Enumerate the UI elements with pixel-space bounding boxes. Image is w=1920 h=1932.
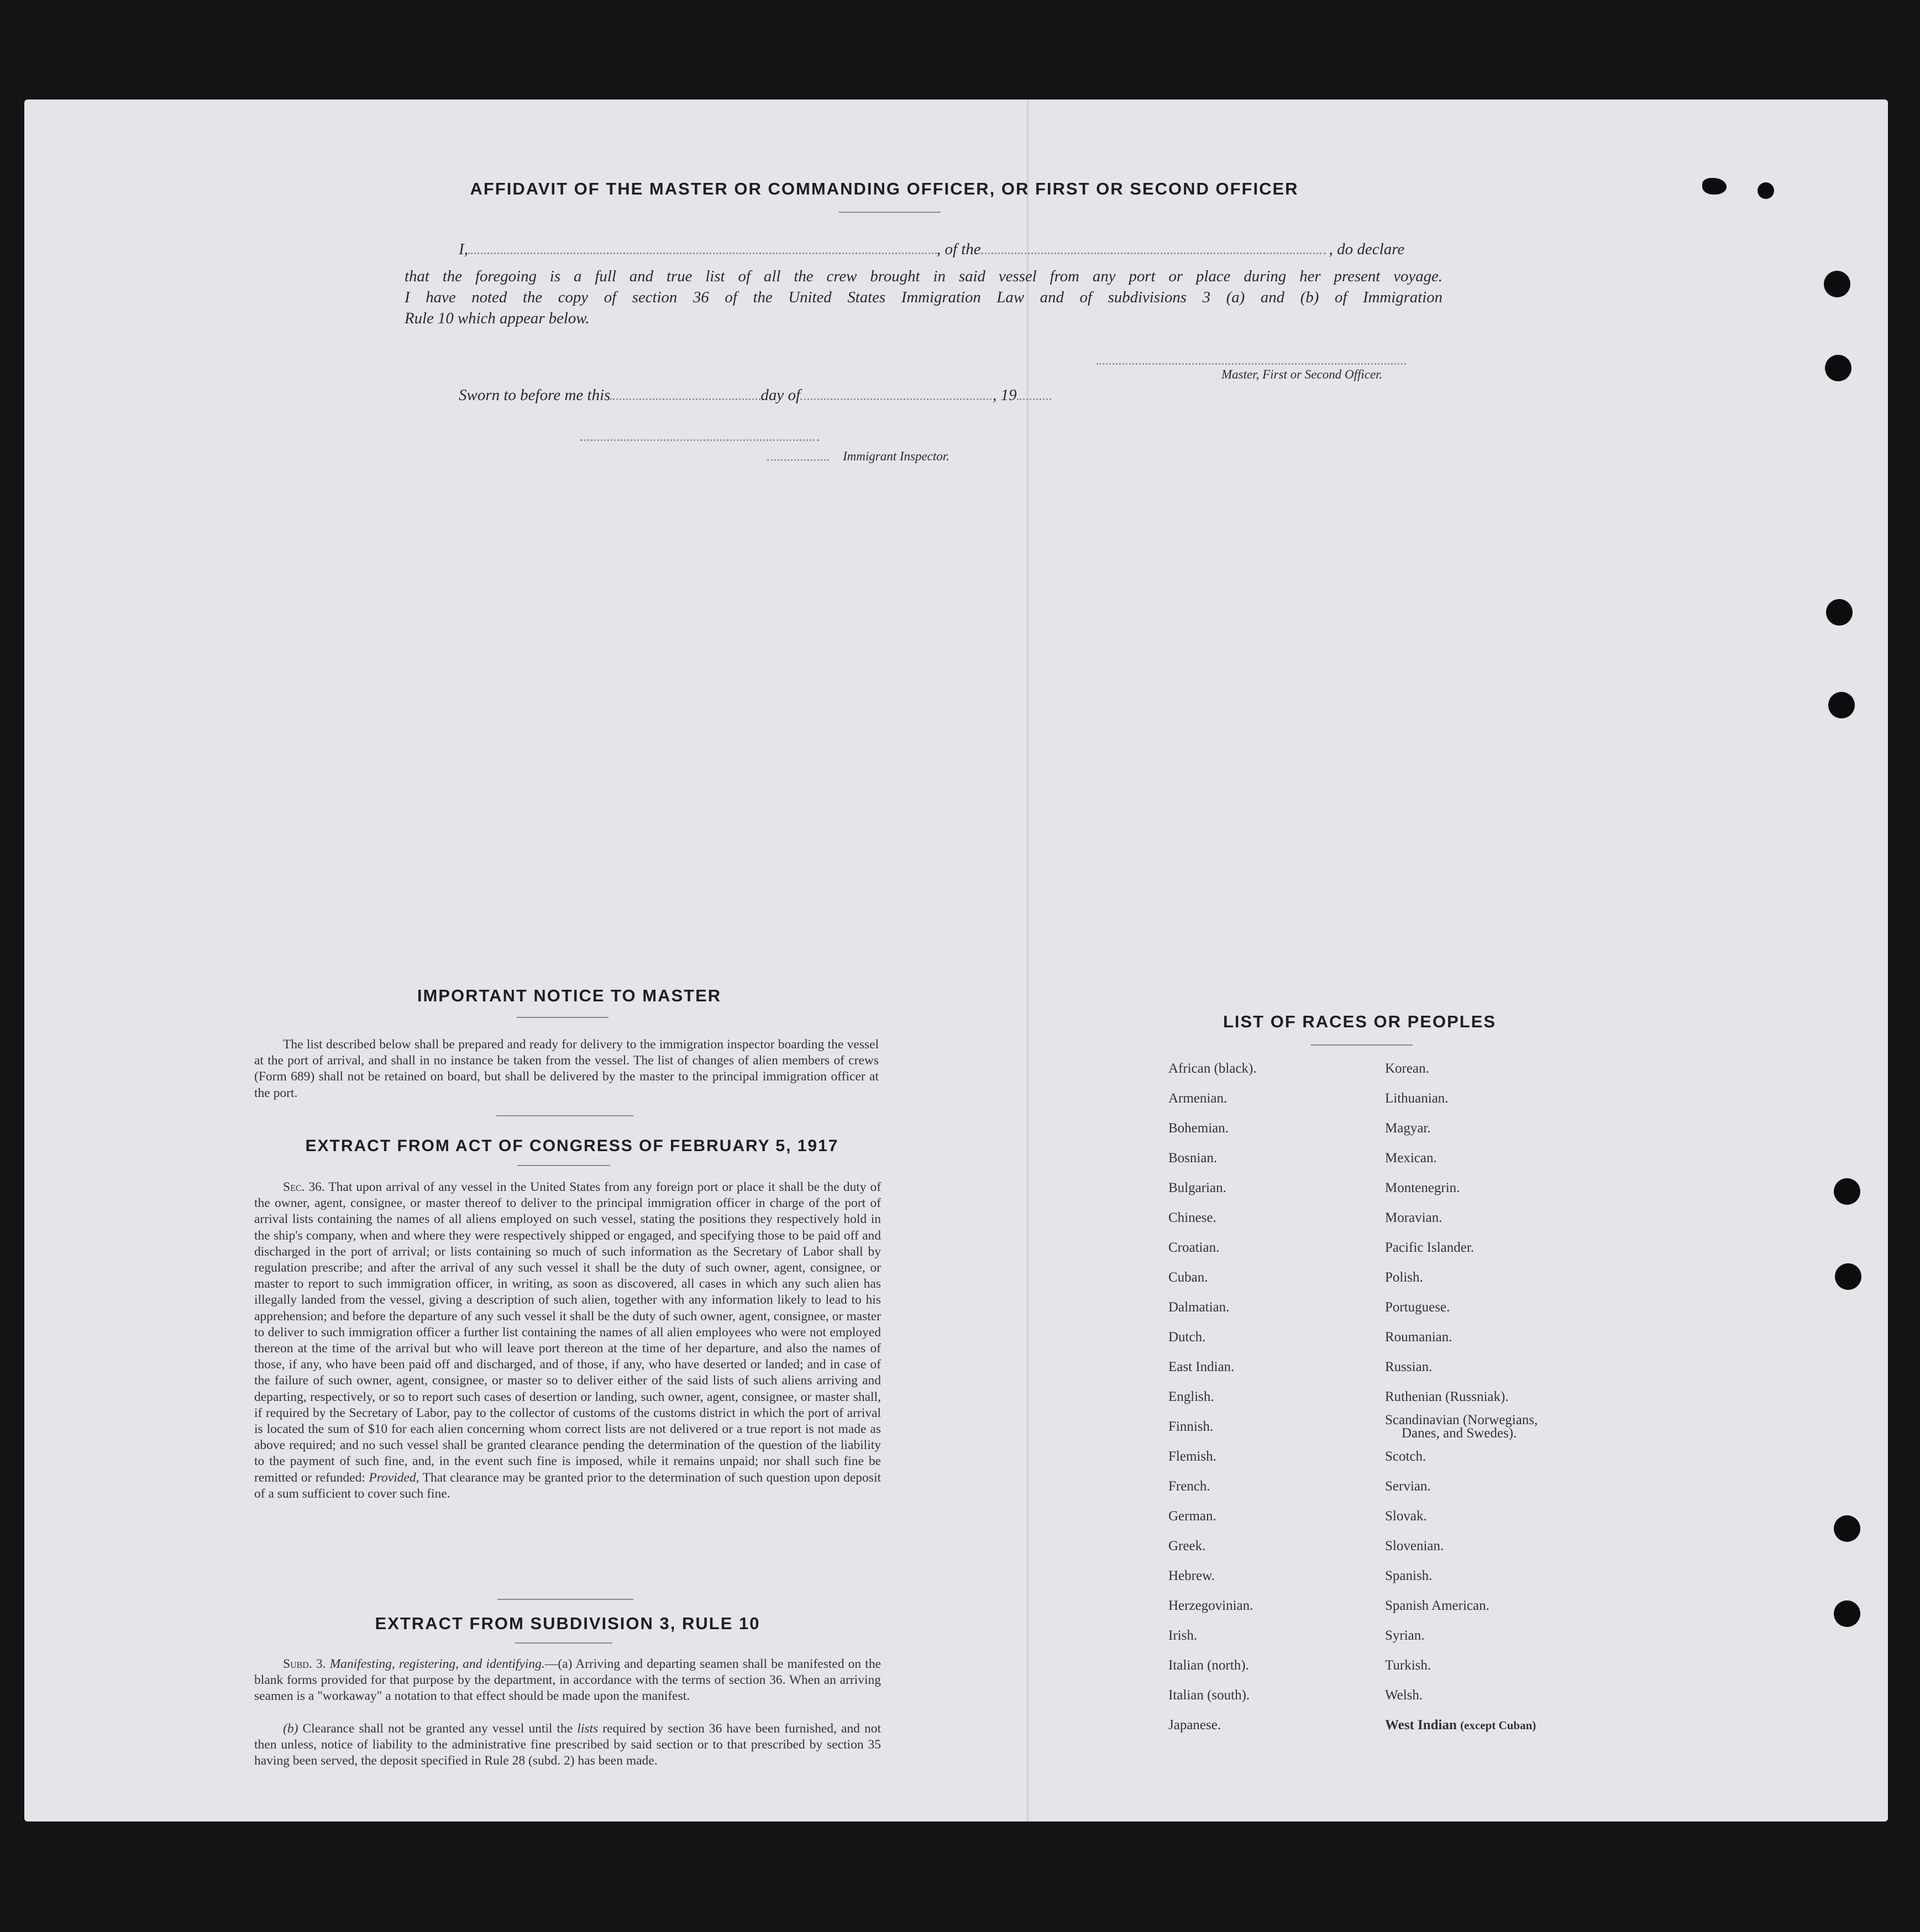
race-item: Welsh. [1385, 1688, 1423, 1703]
sec-label: Sec. 36. [283, 1180, 325, 1194]
race-item: Greek. [1168, 1539, 1206, 1553]
act-body-end: That clearance may be granted prior to the determination of such question upon deposit of a sum sufficient to cover such fine. [254, 1470, 882, 1501]
race-item: Hebrew. [1168, 1568, 1215, 1583]
affidavit-line-4: Rule 10 which appear below. [405, 309, 590, 327]
races-title: LIST OF RACES OR PEOPLES [1223, 1012, 1497, 1031]
affidavit-title: AFFIDAVIT OF THE MASTER OR COMMANDING OFFICER, OR FIRST OR SECOND OFFICER [470, 179, 1299, 198]
binder-hole [1825, 355, 1851, 381]
race-item: Portuguese. [1385, 1300, 1450, 1315]
race-item: Turkish. [1385, 1658, 1431, 1673]
race-item: Scandinavian (Norwegians, [1385, 1413, 1538, 1427]
race-item: Polish. [1385, 1270, 1423, 1285]
race-item: Chinese. [1168, 1210, 1216, 1225]
race-item: Flemish. [1168, 1449, 1216, 1464]
race-item: West Indian [1385, 1718, 1457, 1733]
subd-b-label: (b) [283, 1721, 298, 1736]
affidavit-line-1 [459, 240, 1442, 259]
subdivision-title-rule [515, 1642, 612, 1644]
race-item: Armenian. [1168, 1091, 1227, 1106]
race-item: Spanish. [1385, 1568, 1433, 1583]
affidavit-i: I, [459, 240, 468, 258]
race-item: Italian (north). [1168, 1658, 1249, 1673]
act-end-rule [497, 1599, 633, 1600]
notice-title-rule [517, 1017, 608, 1018]
sworn-year: , 19 [993, 386, 1017, 404]
subd-b-text-1: Clearance shall not be granted any vessel until the [302, 1721, 573, 1736]
name-blank[interactable] [468, 252, 937, 254]
race-item: Pacific Islander. [1385, 1240, 1475, 1255]
race-item: Mexican. [1385, 1151, 1437, 1166]
race-item: Slovenian. [1385, 1539, 1444, 1553]
affidavit-line-3: I have noted the copy of section 36 of the United States Immigration Law and of subdivisions 3 (a) and (b) of Immigration [405, 288, 1442, 306]
act-text [254, 1179, 881, 1502]
race-item-west-indian [1385, 1718, 1536, 1733]
subd-b-text-2: required by section 36 have been furnished, and not then unless, notice of liability to the administrative fine prescribed by said section or to that prescribed by section 35 having been served, the deposit specified in Rule 28 (subd. 2) has been made. [254, 1721, 882, 1768]
act-title: EXTRACT FROM ACT OF CONGRESS OF FEBRUARY 5, 1917 [305, 1137, 839, 1155]
subdivision-b [254, 1721, 881, 1770]
signature-label: Master, First or Second Officer. [1221, 368, 1383, 381]
inspector-signature-blank[interactable] [580, 439, 819, 441]
race-item: Italian (south). [1168, 1688, 1250, 1703]
subdivision-title: EXTRACT FROM SUBDIVISION 3, RULE 10 [375, 1614, 760, 1633]
sworn-line [459, 386, 1051, 405]
notice-text: The list described below shall be prepared and ready for delivery to the immigration inspector boarding the vessel at the port of arrival, and shall in no instance be taken from the vessel. The list of changes of alien members of crews (Form 689) shall not be retained on board, but shall be delivered by the master to the principal immigration officer at the port. [254, 1037, 879, 1100]
ink-blot [1758, 182, 1774, 199]
affidavit-of-the: , of the [936, 240, 981, 258]
affidavit-declare: , do declare [1329, 240, 1405, 258]
binder-hole [1834, 1600, 1860, 1627]
race-item: Bohemian. [1168, 1121, 1229, 1136]
sworn-month-blank[interactable] [800, 398, 992, 400]
race-item: German. [1168, 1509, 1216, 1524]
act-body: That upon arrival of any vessel in the United States from any foreign port or place it shall be the duty of the owner, agent, consignee, or master thereof to deliver to the principal immigration officer in charge of the port of arrival lists containing the names of all aliens employed on such vessel, stating the positions they respectively hold in the ship's company, when and where they were respectively shipped or engaged, and specifying those to be paid off and discharged in the port of arrival; or lists containing so much of such information as the Secretary of Labor shall by regulation prescribe; and after the arrival of any such vessel it shall be the duty of such owner, agent, consignee, or master to report to such immigration officer, in writing, as soon as discovered, all cases in which any such alien has illegally landed from the vessel, giving a description of such alien, together with any information likely to lead to his apprehension; and before the departure of any such vessel it shall be the duty of such owner, agent, consignee, or master to deliver to such immigration officer a further list containing the names of all alien employees who were not employed thereon at the time of the arrival but who will leave port thereon at the time of her departure, and also the names of those, if any, who have been paid off and discharged, and of those, if any, who have deserted or landed; and in case of the failure of such owner, agent, consignee, or master so to deliver either of the said lists of such aliens arriving and departing, respectively, or so to report such cases of desertion or landing, such owner, agent, consignee, or master shall, if required by the Secretary of Labor, pay to the collector of customs of the customs district in which the port of arrival is located the sum of $10 for each alien concerning whom correct lists are not delivered or a true report is not made as above required; and no such vessel shall be granted clearance pending the determination of the question of the liability to the payment of such fine, and, in the event such fine is imposed, while it remains unpaid; nor shall such fine be remitted or refunded: [254, 1180, 882, 1485]
race-note: (except Cuban) [1460, 1719, 1536, 1732]
sworn-date-blank[interactable] [610, 398, 760, 400]
vessel-blank[interactable] [981, 252, 1326, 254]
race-item: East Indian. [1168, 1359, 1235, 1374]
center-fold [1027, 99, 1029, 1821]
ink-blot [1702, 178, 1727, 195]
race-item: Slovak. [1385, 1509, 1427, 1524]
race-item: Finnish. [1168, 1419, 1214, 1434]
sworn-year-blank[interactable] [1017, 398, 1051, 400]
subdivision-a [254, 1656, 881, 1705]
race-item: Bulgarian. [1168, 1180, 1226, 1195]
subd-a-label: —(a) [544, 1657, 573, 1671]
race-item: Servian. [1385, 1479, 1431, 1494]
sworn-prefix: Sworn to before me this [459, 386, 611, 404]
race-item: Japanese. [1168, 1718, 1221, 1733]
title-rule [839, 212, 941, 213]
race-item: Korean. [1385, 1061, 1429, 1076]
race-item: Magyar. [1385, 1121, 1431, 1136]
race-item: Scotch. [1385, 1449, 1426, 1464]
inspector-prefix-blank[interactable] [767, 459, 829, 461]
binder-hole [1835, 1263, 1861, 1290]
race-item: Montenegrin. [1385, 1180, 1460, 1195]
notice-title: IMPORTANT NOTICE TO MASTER [417, 986, 722, 1005]
binder-hole [1826, 599, 1853, 626]
race-item: Syrian. [1385, 1628, 1425, 1643]
document-sheet [24, 99, 1888, 1821]
race-item-continuation: Danes, and Swedes). [1402, 1426, 1517, 1441]
inspector-label: Immigrant Inspector. [843, 449, 949, 463]
subd-heading: Manifesting, registering, and identifying. [329, 1657, 545, 1671]
binder-hole [1834, 1178, 1860, 1205]
race-item: French. [1168, 1479, 1210, 1494]
affidavit-line-2: that the foregoing is a full and true list of all the crew brought in said vessel from any port or place during her present voyage. [405, 267, 1442, 285]
race-item: Cuban. [1168, 1270, 1208, 1285]
act-provided: Provided, [369, 1470, 419, 1485]
sworn-day-of: day of [760, 386, 801, 404]
race-item: African (black). [1168, 1061, 1257, 1076]
binder-hole [1834, 1515, 1860, 1542]
subd-b-lists: lists [577, 1721, 599, 1736]
race-item: Lithuanian. [1385, 1091, 1449, 1106]
race-item: Russian. [1385, 1359, 1433, 1374]
subd-a-text: Arriving and departing seamen shall be manifested on the blank forms provided for that purpose by the department, in accordance with the terms of section 36. When an arriving seamen is a "workaway" a notation to that effect should be made upon the manifest. [254, 1657, 881, 1704]
act-title-rule [517, 1165, 610, 1166]
races-title-rule [1311, 1044, 1413, 1046]
race-item: Bosnian. [1168, 1151, 1218, 1166]
race-item: Herzegovinian. [1168, 1598, 1253, 1613]
race-item: Spanish American. [1385, 1598, 1489, 1613]
race-item: English. [1168, 1389, 1214, 1404]
binder-hole [1824, 271, 1850, 297]
race-item: Dalmatian. [1168, 1300, 1230, 1315]
race-item: Roumanian. [1385, 1330, 1452, 1345]
notice-end-rule [496, 1115, 633, 1116]
race-item: Irish. [1168, 1628, 1198, 1643]
race-item: Ruthenian (Russniak). [1385, 1389, 1509, 1404]
binder-hole [1828, 692, 1855, 718]
race-item: Dutch. [1168, 1330, 1206, 1345]
subd-label: Subd. 3. [283, 1657, 326, 1671]
race-item: Croatian. [1168, 1240, 1220, 1255]
signature-blank[interactable] [1097, 363, 1406, 365]
race-item: Moravian. [1385, 1210, 1442, 1225]
